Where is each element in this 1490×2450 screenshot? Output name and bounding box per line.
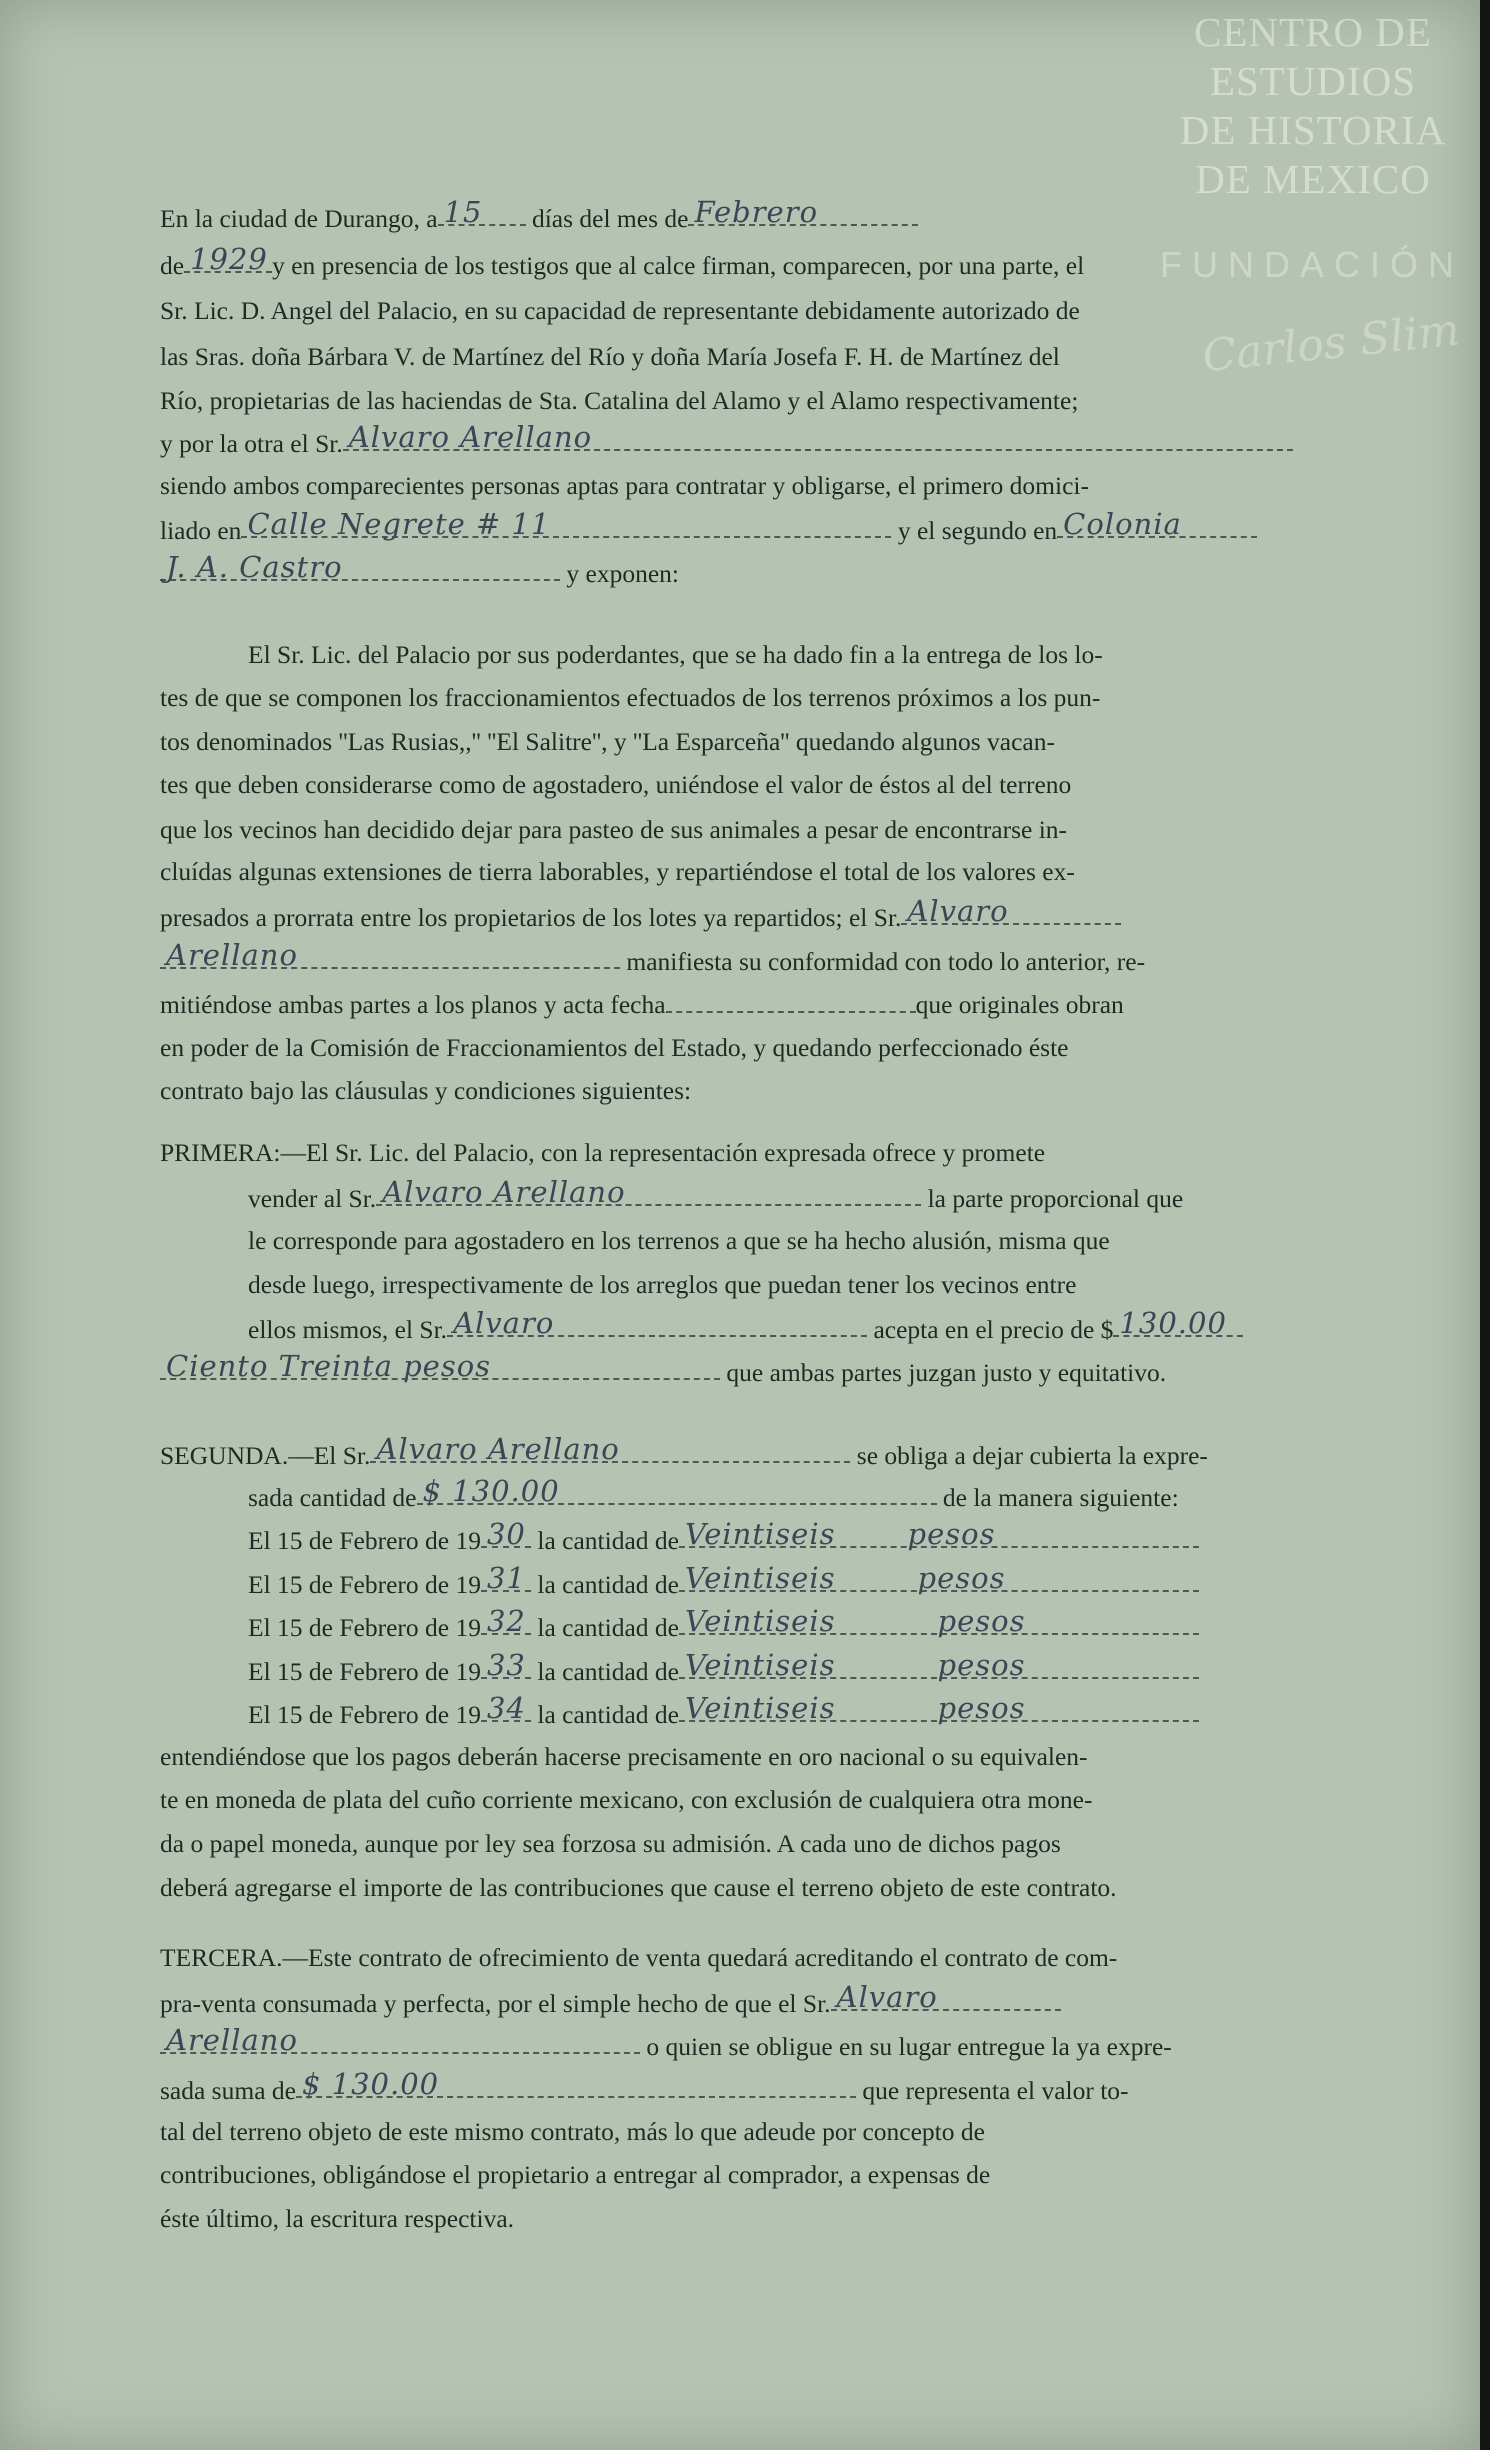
text: y en presencia de los testigos que al calce firman, comparecen, por una parte, el: [272, 251, 1085, 280]
segunda-line-1: [160, 1434, 1332, 1474]
text: SEGUNDA.—El Sr.: [160, 1441, 371, 1470]
text: vender al Sr.: [248, 1184, 377, 1213]
primera-line-2: [248, 1177, 1332, 1217]
primera-line-3: le corresponde para agostadero en los terrenos a que se ha hecho alusión, misma que: [248, 1226, 1110, 1255]
tercera-line-4: [160, 2069, 1332, 2109]
year-blank: [481, 1648, 531, 1682]
tercera-line-6: contribuciones, obligándose el propietario a entregar al comprador, a expensas de: [160, 2160, 991, 2189]
body-line-10: en poder de la Comisión de Fraccionamientos del Estado, y quedando perfeccionado éste: [160, 1033, 1069, 1062]
body-line-8: [160, 940, 1332, 980]
name-blank: [376, 1175, 921, 1209]
handwritten-year: 30: [486, 1517, 526, 1551]
body-line-9: [160, 984, 1332, 1024]
address2-blank: [1057, 507, 1257, 541]
intro-line-5: Río, propietarias de las haciendas de Sta. Catalina del Alamo y el Alamo respectivamente;: [160, 386, 1079, 415]
text: y el segundo en: [897, 516, 1058, 545]
price-words-blank: [160, 1349, 720, 1383]
handwritten-unit: pesos: [907, 1517, 996, 1551]
handwritten-price-words: Ciento Treinta pesos: [166, 1349, 492, 1383]
watermark-foundation: FUNDACIÓN: [1160, 244, 1464, 285]
tercera-line-2: [160, 1982, 1332, 2022]
watermark-line: DE MEXICO: [1195, 156, 1431, 202]
handwritten-amount: $ 130.00: [301, 2067, 440, 2101]
text: la cantidad de: [537, 1613, 679, 1642]
text: manifiesta su conformidad con todo lo anterior, re-: [626, 947, 1146, 976]
name-blank: [831, 1980, 1061, 2014]
watermark-line: CENTRO DE: [1194, 9, 1432, 55]
handwritten-address2: Colonia: [1063, 507, 1182, 541]
handwritten-surname: Arellano: [166, 2023, 298, 2057]
segunda-terms-4: deberá agregarse el importe de las contribuciones que cause el terreno objeto de este contrato.: [160, 1873, 1117, 1902]
handwritten-amount: Veintiseis: [684, 1561, 836, 1595]
text: mitiéndose ambas partes a los planos y acta fecha: [160, 990, 666, 1019]
amount-blank: [679, 1648, 1199, 1682]
text: o quien se obligue en su lugar entregue la ya expre-: [646, 2032, 1172, 2061]
handwritten-name: Alvaro: [836, 1980, 938, 2014]
intro-line-3: Sr. Lic. D. Angel del Palacio, en su capacidad de representante debidamente autorizado de: [160, 296, 1080, 325]
payment-row: [248, 1693, 1332, 1733]
intro-line-8: [160, 509, 1332, 549]
address3-blank: [160, 550, 560, 584]
handwritten-name: Alvaro: [907, 894, 1009, 928]
text: la cantidad de: [537, 1526, 679, 1555]
segunda-terms-3: da o papel moneda, aunque por ley sea forzosa su admisión. A cada uno de dichos pagos: [160, 1829, 1061, 1858]
year-blank: [481, 1517, 531, 1551]
segunda-terms-1: entendiéndose que los pagos deberán hacerse precisamente en oro nacional o su equivalen-: [160, 1742, 1088, 1771]
handwritten-amount: Veintiseis: [684, 1517, 836, 1551]
body-line-1: El Sr. Lic. del Palacio por sus poderdantes, que se ha dado fin a la entrega de los lo-: [248, 640, 1103, 669]
price-blank: [1113, 1306, 1243, 1340]
handwritten-name: Alvaro: [453, 1306, 555, 1340]
year-blank: [184, 242, 272, 276]
handwritten-address: Calle Negrete # 11: [247, 507, 551, 541]
segunda-terms-2: te en moneda de plata del cuño corriente mexicano, con exclusión de cualquiera otra mone-: [160, 1785, 1093, 1814]
body-line-7: [160, 896, 1332, 936]
text: El 15 de Febrero de 19: [248, 1657, 481, 1686]
handwritten-unit: pesos: [937, 1604, 1026, 1638]
primera-line-5: [248, 1308, 1332, 1348]
payment-row: [248, 1519, 1332, 1559]
handwritten-year: 31: [486, 1561, 526, 1595]
handwritten-price: 130.00: [1119, 1306, 1227, 1340]
name-blank: [447, 1306, 867, 1340]
handwritten-name: Alvaro Arellano: [348, 420, 593, 454]
year-blank: [481, 1604, 531, 1638]
handwritten-year: 1929: [190, 242, 268, 276]
amount-blank: [679, 1561, 1199, 1595]
handwritten-unit: pesos: [937, 1648, 1026, 1682]
watermark-line: ESTUDIOS: [1209, 58, 1417, 104]
text: En la ciudad de Durango, a: [160, 204, 438, 233]
intro-line-9: [160, 552, 1332, 592]
month-blank: [688, 195, 918, 229]
text: la cantidad de: [537, 1700, 679, 1729]
year-blank: [481, 1691, 531, 1725]
handwritten-name: Alvaro Arellano: [376, 1432, 620, 1466]
archive-watermark: [1168, 8, 1458, 204]
text: El 15 de Febrero de 19: [248, 1700, 481, 1729]
amount-blank: [417, 1474, 937, 1508]
text: la cantidad de: [537, 1570, 679, 1599]
handwritten-year: 34: [486, 1691, 526, 1725]
amount-blank: [679, 1691, 1199, 1725]
handwritten-amount: $ 130.00: [422, 1474, 560, 1508]
intro-line-4: las Sras. doña Bárbara V. de Martínez del Río y doña María Josefa F. H. de Martínez del: [160, 342, 1060, 371]
handwritten-surname: Arellano: [166, 938, 298, 972]
text: sada suma de: [160, 2076, 296, 2105]
text: pra-venta consumada y perfecta, por el simple hecho de que el Sr.: [160, 1989, 831, 2018]
text: El 15 de Febrero de 19: [248, 1570, 481, 1599]
intro-line-2: [160, 244, 1332, 284]
watermark-line: DE HISTORIA: [1179, 107, 1447, 153]
handwritten-amount: Veintiseis: [684, 1604, 836, 1638]
handwritten-name: Alvaro Arellano: [382, 1175, 626, 1209]
text: la cantidad de: [537, 1657, 679, 1686]
intro-line-6: [160, 422, 1332, 462]
name-blank: [370, 1432, 850, 1466]
text: presados a prorrata entre los propietarios de los lotes ya repartidos; el Sr.: [160, 903, 902, 932]
handwritten-amount: Veintiseis: [684, 1691, 836, 1725]
payment-row: [248, 1650, 1332, 1690]
amount-blank: [679, 1517, 1199, 1551]
day-blank: [438, 195, 526, 229]
text: El 15 de Febrero de 19: [248, 1526, 481, 1555]
name-blank: [160, 938, 620, 972]
name-blank: [160, 2023, 640, 2057]
handwritten-day: 15: [443, 195, 483, 229]
text: que representa el valor to-: [862, 2076, 1129, 2105]
amount-blank: [296, 2067, 856, 2101]
primera-line-6: [160, 1351, 1332, 1391]
body-line-2: tes de que se componen los fraccionamientos efectuados de los terrenos próximos a los pun-: [160, 683, 1101, 712]
text: ellos mismos, el Sr.: [248, 1315, 448, 1344]
payment-row: [248, 1606, 1332, 1646]
tercera-line-3: [160, 2025, 1332, 2065]
payment-row: [248, 1563, 1332, 1603]
body-line-11: contrato bajo las cláusulas y condiciones siguientes:: [160, 1076, 692, 1105]
intro-line-7: siendo ambos comparecientes personas aptas para contratar y obligarse, el primero domici-: [160, 471, 1089, 500]
handwritten-unit: pesos: [917, 1561, 1006, 1595]
text: de la manera siguiente:: [942, 1483, 1179, 1512]
text: la parte proporcional que: [927, 1184, 1184, 1213]
text: y por la otra el Sr.: [160, 429, 343, 458]
date-blank: [666, 984, 916, 1013]
handwritten-month: Febrero: [694, 195, 819, 229]
handwritten-amount: Veintiseis: [684, 1648, 836, 1682]
year-blank: [481, 1561, 531, 1595]
tercera-line-7: éste último, la escritura respectiva.: [160, 2204, 515, 2233]
primera-line-4: desde luego, irrespectivamente de los arreglos que puedan tener los vecinos entre: [248, 1270, 1077, 1299]
text: de: [160, 251, 185, 280]
tercera-line-5: tal del terreno objeto de este mismo contrato, más lo que adeude por concepto de: [160, 2117, 985, 2146]
text: días del mes de: [531, 204, 689, 233]
text: que originales obran: [915, 990, 1124, 1019]
amount-blank: [679, 1604, 1199, 1638]
text: y exponen:: [566, 559, 679, 588]
primera-line-1: PRIMERA:—El Sr. Lic. del Palacio, con la representación expresada ofrece y promete: [160, 1138, 1046, 1167]
body-line-6: cluídas algunas extensiones de tierra laborables, y repartiéndose el total de los valores ex-: [160, 857, 1075, 886]
text: liado en: [160, 516, 242, 545]
text: que ambas partes juzgan justo y equitativo.: [726, 1358, 1167, 1387]
segunda-line-2: [248, 1476, 1332, 1516]
scan-edge: [1480, 0, 1490, 2450]
body-line-3: tos denominados ''Las Rusias,,'' ''El Salitre'', y ''La Esparceña'' quedando algunos vacan-: [160, 727, 1055, 756]
address-blank: [241, 507, 891, 541]
text: acepta en el precio de $: [873, 1315, 1114, 1344]
body-line-4: tes que deben considerarse como de agostadero, uniéndose el valor de éstos al del terreno: [160, 770, 1072, 799]
text: se obliga a dejar cubierta la expre-: [856, 1441, 1208, 1470]
text: El 15 de Febrero de 19: [248, 1613, 481, 1642]
name-blank: [343, 420, 1293, 454]
handwritten-address3: J. A. Castro: [166, 550, 343, 584]
handwritten-unit: pesos: [937, 1691, 1026, 1725]
text: sada cantidad de: [248, 1483, 417, 1512]
tercera-line-1: TERCERA.—Este contrato de ofrecimiento de venta quedará acreditando el contrato de com-: [160, 1943, 1118, 1972]
handwritten-year: 32: [486, 1604, 526, 1638]
watermark-signature: Carlos Slim: [1199, 304, 1462, 383]
body-line-5: que los vecinos han decidido dejar para pasteo de sus animales a pesar de encontrarse in-: [160, 815, 1068, 844]
intro-line-1: [160, 197, 1332, 237]
name-blank: [901, 894, 1121, 928]
handwritten-year: 33: [486, 1648, 526, 1682]
